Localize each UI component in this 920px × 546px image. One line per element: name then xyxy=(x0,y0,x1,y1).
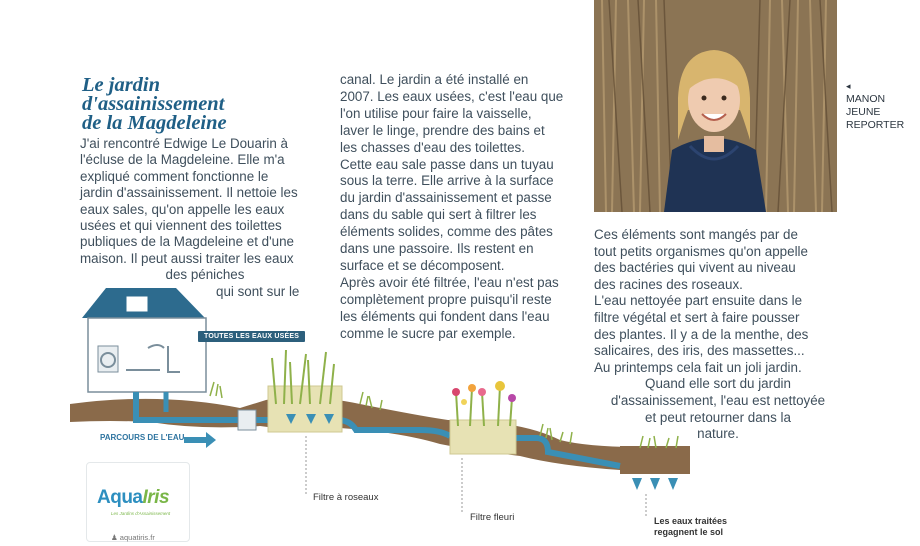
article-column-1 xyxy=(80,136,330,300)
reporter-photo xyxy=(594,0,837,212)
text-line: et peut retourner dans la xyxy=(645,409,791,425)
text-line: complètement propre puisqu'il reste xyxy=(340,291,552,307)
text-line: l'on utilise pour faire la vaisselle, xyxy=(340,105,532,121)
text-line: jardin d'assainissement. Il nettoie les xyxy=(80,185,298,201)
parcours-eau-label: PARCOURS DE L'EAU xyxy=(100,433,185,442)
text-line: éléments solides, comme des pâtes xyxy=(340,224,553,240)
filtre-fleuri-label: Filtre fleuri xyxy=(470,512,515,523)
logo-tagline: Les Jardins d'Assainissement xyxy=(111,511,171,516)
text-line: usées et qui viennent des toilettes xyxy=(80,218,282,234)
credit-line: JEUNE xyxy=(846,106,881,118)
text-line: les chasses d'eau des toilettes. xyxy=(340,139,525,155)
eaux-traitees-line: regagnent le sol xyxy=(654,527,724,537)
text-line: 2007. Les eaux usées, c'est l'eau que xyxy=(340,88,564,104)
text-line: eaux sales, qu'on appelle les eaux xyxy=(80,201,285,217)
text-line: L'eau nettoyée part ensuite dans le xyxy=(594,293,803,309)
logo-name-part2: Iris xyxy=(142,487,170,508)
text-line: canal. Le jardin a été installé en xyxy=(340,72,529,87)
title-line: d'assainissement xyxy=(82,93,225,115)
text-line: Après avoir été filtrée, l'eau n'est pas xyxy=(340,274,559,290)
text-line: salicaires, des iris, des massettes... xyxy=(594,343,805,359)
text-line: tout petits organismes qu'on appelle xyxy=(594,243,808,259)
text-line: J'ai rencontré Edwige Le Douarin à xyxy=(80,136,288,151)
title-line: de la Magdeleine xyxy=(82,112,227,134)
text-line: maison. Il peut aussi traiter les eaux xyxy=(80,250,294,266)
text-line: des bactéries qui vivent au niveau xyxy=(594,260,796,276)
text-line: Au printemps cela fait un joli jardin. xyxy=(594,359,802,375)
text-line: sous la terre. Elle arrive à la surface xyxy=(340,173,554,189)
text-line: filtre végétal et sert à faire pousser xyxy=(594,309,800,325)
text-line: l'écluse de la Magdeleine. Elle m'a xyxy=(80,152,285,168)
logo-name-part1: Aqua xyxy=(97,487,143,508)
eaux-traitees-line: Les eaux traitées xyxy=(654,516,728,526)
logo-name xyxy=(97,487,169,509)
credit-line: MANON xyxy=(846,93,886,105)
title-line: Le jardin xyxy=(82,74,161,96)
text-line: Ces éléments sont mangés par de xyxy=(594,227,798,242)
article-title xyxy=(82,76,312,133)
text-line: d'assainissement, l'eau est nettoyée xyxy=(610,392,826,408)
credit-arrow: ◂ xyxy=(846,81,851,91)
aquatiris-logo xyxy=(86,462,190,542)
text-line: expliqué comment fonctionne le xyxy=(80,168,269,184)
text-line: les éléments qui fondent dans l'eau xyxy=(340,308,550,324)
house-illustration xyxy=(82,288,206,392)
text-line: laver le linge, prendre des bains et xyxy=(340,122,545,138)
text-line: surface et se décomposent. xyxy=(340,257,505,273)
text-line: Cette eau sale passe dans un tuyau xyxy=(340,156,554,172)
text-line: des plantes. Il y a de la menthe, des xyxy=(594,326,809,342)
text-line: publiques de la Magdeleine et d'une xyxy=(80,234,294,250)
text-line: comme le sucre par exemple. xyxy=(340,325,516,341)
text-line: dans du sable qui sert à filtrer les xyxy=(340,207,537,223)
toutes-eaux-usees-label: TOUTES LES EAUX USÉES xyxy=(198,331,305,342)
logo-url[interactable]: ♟ aquatiris.fr xyxy=(111,533,155,542)
filtre-roseaux-label: Filtre à roseaux xyxy=(313,492,379,503)
text-line: dans une passoire. Ils restent en xyxy=(340,241,534,257)
text-line: Quand elle sort du jardin xyxy=(645,376,791,392)
credit-line: REPORTER xyxy=(846,119,905,131)
text-line: des péniches xyxy=(165,267,245,283)
reporter-credit xyxy=(846,80,920,132)
eaux-traitees-label xyxy=(654,516,727,538)
text-line: des racines des roseaux. xyxy=(594,276,743,292)
text-line: du jardin d'assainissement et passe xyxy=(340,190,552,206)
text-line: nature. xyxy=(697,426,739,442)
text-line: qui sont sur le xyxy=(216,283,300,299)
